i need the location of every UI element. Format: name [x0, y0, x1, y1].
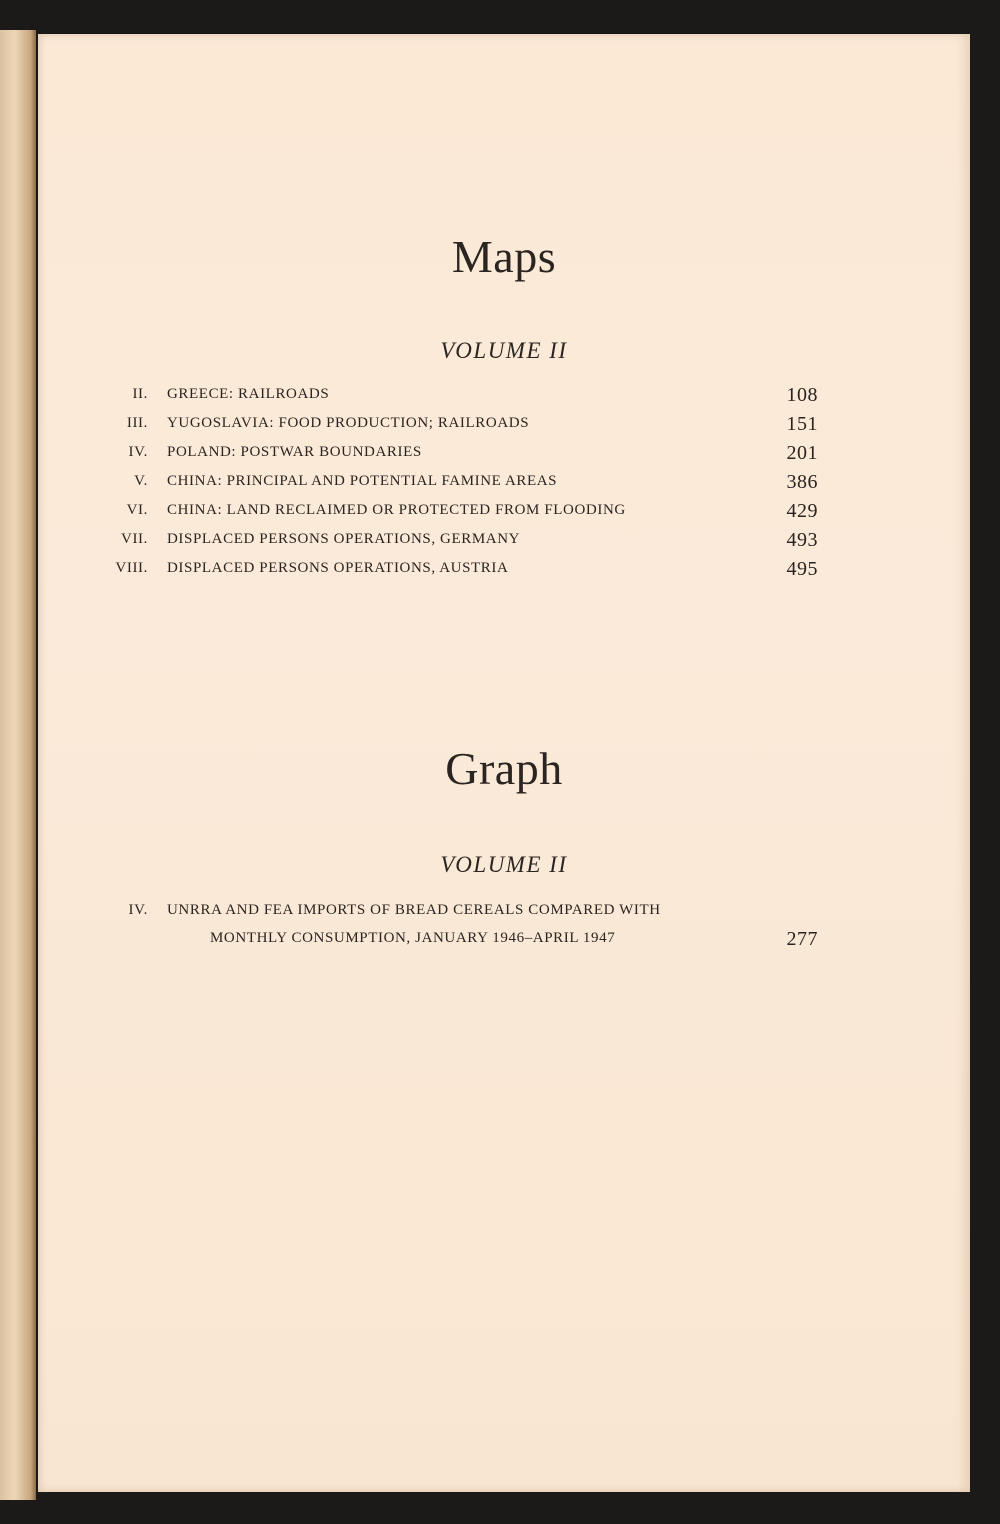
entry-page: 495	[786, 558, 818, 580]
entry-number: VII.	[121, 531, 148, 547]
previous-page-edge	[0, 30, 36, 1500]
list-item	[38, 502, 970, 530]
entry-page: 429	[786, 500, 818, 522]
list-item	[38, 415, 970, 443]
entry-number: IV.	[128, 902, 148, 918]
graph-heading: Graph	[445, 743, 563, 794]
entry-page: 493	[786, 529, 818, 551]
entry-title: DISPLACED PERSONS OPERATIONS, GERMANY	[167, 531, 521, 547]
maps-volume-label: VOLUME II	[440, 338, 568, 363]
list-item	[38, 902, 970, 962]
entry-number: III.	[126, 415, 148, 431]
entry-number: VIII.	[115, 560, 148, 576]
entry-title-line-2: MONTHLY CONSUMPTION, JANUARY 1946–APRIL 1947	[210, 930, 616, 946]
list-item	[38, 560, 970, 588]
entry-title: GREECE: RAILROADS	[167, 386, 330, 402]
entry-number: V.	[134, 473, 148, 489]
book-page	[38, 34, 970, 1492]
list-item	[38, 531, 970, 559]
graph-volume-label: VOLUME II	[440, 852, 568, 877]
entry-title: YUGOSLAVIA: FOOD PRODUCTION; RAILROADS	[167, 415, 530, 431]
entry-title: CHINA: LAND RECLAIMED OR PROTECTED FROM FLOODING	[167, 502, 626, 518]
entry-page: 201	[786, 442, 818, 464]
entry-page: 108	[786, 384, 818, 406]
entry-page: 386	[786, 471, 818, 493]
entry-title: CHINA: PRINCIPAL AND POTENTIAL FAMINE AREAS	[167, 473, 558, 489]
maps-heading: Maps	[451, 231, 557, 282]
entry-number: II.	[132, 386, 148, 402]
entry-page: 277	[786, 928, 818, 950]
list-item	[38, 473, 970, 501]
list-item	[38, 386, 970, 414]
entry-number: IV.	[128, 444, 148, 460]
list-item	[38, 444, 970, 472]
entry-title: POLAND: POSTWAR BOUNDARIES	[167, 444, 422, 460]
entry-title: DISPLACED PERSONS OPERATIONS, AUSTRIA	[167, 560, 509, 576]
entry-number: VI.	[126, 502, 148, 518]
entry-page: 151	[786, 413, 818, 435]
entry-title-line-1: UNRRA AND FEA IMPORTS OF BREAD CEREALS COMPARED WITH	[167, 902, 661, 918]
